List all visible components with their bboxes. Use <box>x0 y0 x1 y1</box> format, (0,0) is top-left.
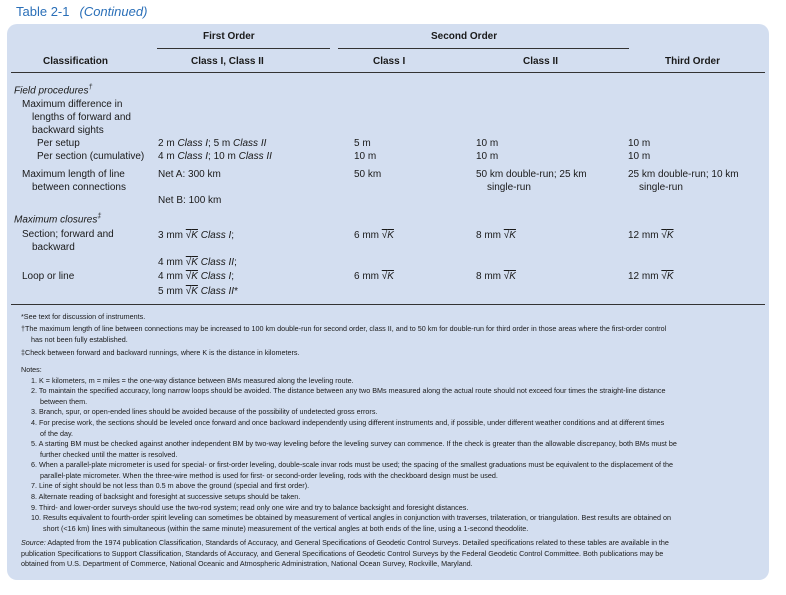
table-panel <box>7 24 769 580</box>
per-setup-third-order: 10 m <box>628 138 651 149</box>
table-bottom-rule <box>11 304 765 305</box>
section-second-class1: 6 mm √K <box>354 230 394 241</box>
section-second-class2: 8 mm √K <box>476 230 516 241</box>
header-second-class1: Class I <box>373 56 406 67</box>
loop-first-order-class1: 4 mm √K Class I; <box>158 271 235 282</box>
note-9: 9. Third- and lower-order surveys should use the two-rod system; read only one wire and try to balance backsight and foresight distances. <box>31 503 469 512</box>
note-2: 2. To maintain the specified accuracy, long narrow loops should be avoided. The distance between any two BMs measured along the actual route should not exceed four times the straight-line distance between them. <box>31 386 666 406</box>
row-max-length-label: Maximum length of line between connections <box>22 169 126 193</box>
per-section-second-class2: 10 m <box>476 151 499 162</box>
note-1: 1. K = kilometers, m = miles = the one-way distance between BMs measured along the leveling route. <box>31 376 354 385</box>
loop-first-order-class2: 5 mm √K Class II* <box>158 286 238 297</box>
second-order-rule <box>338 48 629 49</box>
header-rule <box>11 72 765 73</box>
header-second-class2: Class II <box>523 56 559 67</box>
footnote-star: *See text for discussion of instruments. <box>21 312 146 321</box>
row-loop-label: Loop or line <box>22 271 75 282</box>
per-setup-second-class2: 10 m <box>476 138 499 149</box>
continued-label: (Continued) <box>79 4 148 19</box>
row-section-label: Section; forward and backward <box>22 229 114 253</box>
notes-title: Notes: <box>21 365 42 374</box>
section-first-order-class2: 4 mm √K Class II; <box>158 257 237 268</box>
loop-second-class1: 6 mm √K <box>354 271 394 282</box>
per-section-third-order: 10 m <box>628 151 651 162</box>
max-length-third-order: 25 km double-run; 10 km single-run <box>628 169 739 193</box>
header-third-order: Third Order <box>665 56 721 67</box>
table-number: Table 2-1 <box>16 4 70 19</box>
note-5: 5. A starting BM must be checked against another independent BM by two-way leveling before the leveling survey can commence. If the check is greater than the allowable discrepancy, both BMs must be further checked until the matter is resolved. <box>31 439 677 459</box>
max-length-second-class2: 50 km double-run; 25 km single-run <box>476 169 587 193</box>
note-6: 6. When a parallel-plate micrometer is used for special- or first-order leveling, double-scale invar rods must be used; the spacing of the smallest graduations must be equivalent to the displacement of the parallel-plate micrometer. When the three-wire method is used for first- or second-order leveling, rods with the checkboard design must be used. <box>31 460 674 480</box>
section-field-procedures: Field procedures† <box>14 84 93 97</box>
header-second-order: Second Order <box>431 31 498 42</box>
max-length-net-a: Net A: 300 km <box>158 169 221 180</box>
note-8: 8. Alternate reading of backsight and foresight at successive setups should be taken. <box>31 492 301 501</box>
note-7: 7. Line of sight should be not less than 0.5 m above the ground (special and first order). <box>31 481 310 490</box>
max-length-second-class1: 50 km <box>354 169 382 180</box>
header-first-class: Class I, Class II <box>191 56 264 67</box>
note-4: 4. For precise work, the sections should be leveled once forward and once backward independently using different instruments and, if possible, under different weather conditions and at different times of the day. <box>31 418 665 438</box>
footnote-dagger: †The maximum length of line between connections may be increased to 100 km double-run for second order, class II, and to 50 km for double-run for third order in those areas where the first-order control has not been fully established. <box>21 324 667 344</box>
note-10: 10. Results equivalent to fourth-order spirit leveling can sometimes be obtained by measurement of vertical angles in conjunction with traverses, trilateration, or triangulation. Best results are obtained on short (<16 km) lines with simultaneous (within the same minute) measurement of the vertical angles at both ends of the line, using a 1-second theodolite. <box>31 513 672 533</box>
per-section-second-class1: 10 m <box>354 151 377 162</box>
row-per-setup-label: Per setup <box>37 138 80 149</box>
section-maximum-closures: Maximum closures‡ <box>14 213 102 226</box>
row-max-difference-label: Maximum difference in lengths of forward and backward sights <box>22 99 131 136</box>
per-setup-first-order: 2 m Class I; 5 m Class II <box>158 138 267 149</box>
note-3: 3. Branch, spur, or open-ended lines should be avoided because of the possibility of undetected gross errors. <box>31 407 378 416</box>
loop-third-order: 12 mm √K <box>628 271 674 282</box>
loop-second-class2: 8 mm √K <box>476 271 516 282</box>
source-note: Source: Adapted from the 1974 publication Classification, Standards of Accuracy, and General Specifications of Geodetic Control Surveys. Detailed specifications related to these tables are available in the publication Specifications to Support Classification, Standards of Accuracy, and General Specifications of Geodetic Control Surveys by the Federal Geodetic Control Committee. Both publications may be obtained from U.S. Department of Commerce, National Oceanic and Atmospheric Administration, National Ocean Survey, Rockville, Maryland. <box>21 538 669 569</box>
section-first-order-class1: 3 mm √K Class I; <box>158 230 235 241</box>
header-first-order: First Order <box>203 31 255 42</box>
footnote-ddagger: ‡Check between forward and backward runnings, where K is the distance in kilometers. <box>21 348 300 357</box>
section-third-order: 12 mm √K <box>628 230 674 241</box>
first-order-rule <box>157 48 330 49</box>
per-setup-second-class1: 5 m <box>354 138 371 149</box>
row-per-section-label: Per section (cumulative) <box>37 151 145 162</box>
per-section-first-order: 4 m Class I; 10 m Class II <box>158 151 272 162</box>
table-caption <box>16 4 147 19</box>
header-classification: Classification <box>43 56 109 67</box>
max-length-net-b: Net B: 100 km <box>158 195 222 206</box>
